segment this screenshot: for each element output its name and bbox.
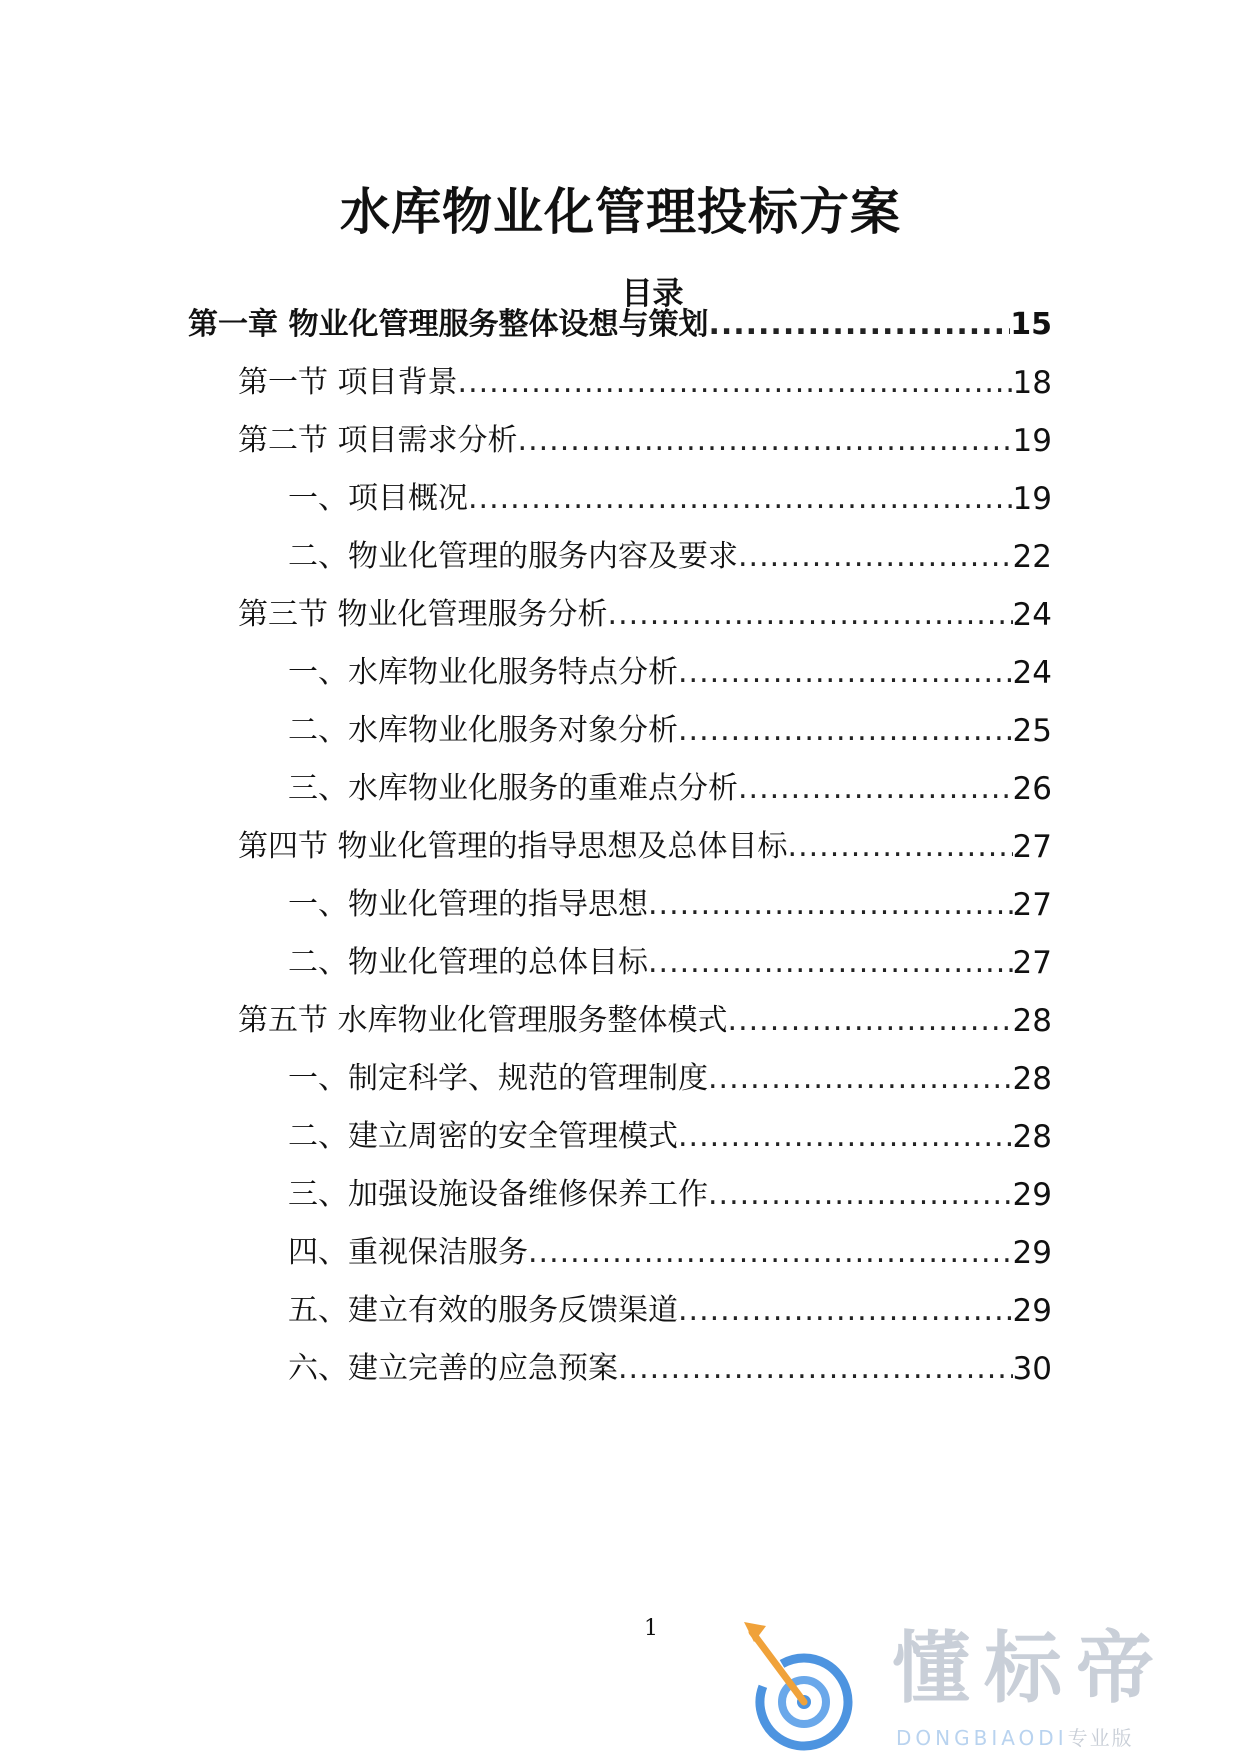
- toc-entry-page: 28: [1012, 1003, 1052, 1039]
- toc-dot-leader: [468, 479, 1013, 519]
- toc-entry-subsection[interactable]: [288, 759, 1052, 809]
- toc-entry-page: 29: [1012, 1177, 1052, 1213]
- toc-entry-page: 19: [1012, 423, 1052, 459]
- watermark-brand-text: 懂标帝: [892, 1624, 1169, 1714]
- toc-dot-leader: [648, 943, 1013, 983]
- page-number: 1: [644, 1616, 658, 1641]
- toc-dot-leader: [708, 1059, 1013, 1099]
- toc-entry-page: 28: [1012, 1061, 1052, 1097]
- toc-dot-leader: [618, 1349, 1013, 1389]
- toc-entry-label: 第二节 项目需求分析: [238, 423, 518, 458]
- toc-dot-leader: [678, 653, 1013, 693]
- toc-dot-leader: [708, 1175, 1013, 1215]
- toc-entry-page: 26: [1012, 771, 1052, 807]
- watermark-subtitle: [896, 1722, 1134, 1751]
- watermark-pinyin: DONGBIAODI: [896, 1726, 1068, 1750]
- toc-entry-section-4[interactable]: [238, 817, 1052, 867]
- toc-entry-section-1[interactable]: [238, 353, 1052, 403]
- toc-dot-leader: [608, 595, 1013, 635]
- toc-heading: 目录: [621, 276, 684, 312]
- toc-entry-label: 三、加强设施设备维修保养工作: [288, 1177, 708, 1212]
- toc-entry-subsection[interactable]: [288, 1049, 1052, 1099]
- toc-entry-page: 19: [1012, 481, 1052, 517]
- toc-entry-label: 六、建立完善的应急预案: [288, 1351, 618, 1386]
- toc-entry-subsection[interactable]: [288, 527, 1052, 577]
- toc-entry-page: 24: [1012, 597, 1052, 633]
- document-title: 水库物业化管理投标方案: [340, 183, 901, 241]
- toc-entry-subsection[interactable]: [288, 1223, 1052, 1273]
- toc-entry-page: 25: [1012, 713, 1052, 749]
- toc-dot-leader: [528, 1233, 1013, 1273]
- toc-entry-label: 四、重视保洁服务: [288, 1235, 528, 1270]
- toc-dot-leader: [738, 769, 1013, 809]
- toc-dot-leader: [738, 537, 1013, 577]
- toc-entry-subsection[interactable]: [288, 643, 1052, 693]
- toc-entry-subsection[interactable]: [288, 1339, 1052, 1389]
- toc-entry-page: 30: [1012, 1351, 1052, 1387]
- toc-dot-leader: [678, 1291, 1013, 1331]
- toc-entry-page: 28: [1012, 1119, 1052, 1155]
- toc-entry-page: 22: [1012, 539, 1052, 575]
- toc-dot-leader: [458, 363, 1013, 403]
- toc-entry-label: 一、制定科学、规范的管理制度: [288, 1061, 708, 1096]
- toc-entry-page: 29: [1012, 1235, 1052, 1271]
- toc-entry-label: 第五节 水库物业化管理服务整体模式: [238, 1003, 728, 1038]
- toc-entry-page: 24: [1012, 655, 1052, 691]
- toc-entry-subsection[interactable]: [288, 469, 1052, 519]
- toc-entry-label: 第一章 物业化管理服务整体设想与策划: [188, 307, 709, 342]
- toc-entry-section-5[interactable]: [238, 991, 1052, 1041]
- toc-entry-page: 27: [1012, 887, 1052, 923]
- toc-dot-leader: [518, 421, 1013, 461]
- toc-dot-leader: [708, 305, 1010, 345]
- toc-entry-label: 一、水库物业化服务特点分析: [288, 655, 678, 690]
- toc-dot-leader: [648, 885, 1013, 925]
- toc-entry-subsection[interactable]: [288, 1165, 1052, 1215]
- toc-entry-label: 第三节 物业化管理服务分析: [238, 597, 608, 632]
- toc-entry-label: 一、项目概况: [288, 481, 468, 516]
- watermark-edition: 专业版: [1067, 1726, 1134, 1750]
- toc-entry-label: 二、水库物业化服务对象分析: [288, 713, 678, 748]
- toc-entry-chapter-1[interactable]: [188, 295, 1052, 345]
- toc-dot-leader: [728, 1001, 1013, 1041]
- toc-entry-label: 第四节 物业化管理的指导思想及总体目标: [238, 829, 788, 864]
- toc-entry-label: 五、建立有效的服务反馈渠道: [288, 1293, 678, 1328]
- toc-entry-page: 29: [1012, 1293, 1052, 1329]
- toc-dot-leader: [788, 827, 1013, 867]
- toc-dot-leader: [678, 1117, 1013, 1157]
- target-logo-icon: [740, 1610, 880, 1754]
- toc-entry-subsection[interactable]: [288, 1107, 1052, 1157]
- toc-entry-section-3[interactable]: [238, 585, 1052, 635]
- toc-entry-subsection[interactable]: [288, 701, 1052, 751]
- toc-entry-page: 18: [1012, 365, 1052, 401]
- toc-entry-page: 15: [1010, 307, 1052, 342]
- toc-entry-section-2[interactable]: [238, 411, 1052, 461]
- toc-entry-label: 二、物业化管理的总体目标: [288, 945, 648, 980]
- toc-entry-page: 27: [1012, 829, 1052, 865]
- toc-entry-label: 二、建立周密的安全管理模式: [288, 1119, 678, 1154]
- toc-entry-page: 27: [1012, 945, 1052, 981]
- toc-entry-label: 一、物业化管理的指导思想: [288, 887, 648, 922]
- toc-entry-label: 第一节 项目背景: [238, 365, 458, 400]
- toc-entry-label: 三、水库物业化服务的重难点分析: [288, 771, 738, 806]
- toc-entry-subsection[interactable]: [288, 875, 1052, 925]
- toc-entry-subsection[interactable]: [288, 1281, 1052, 1331]
- toc-dot-leader: [678, 711, 1013, 751]
- watermark: [740, 1610, 1241, 1754]
- toc-entry-label: 二、物业化管理的服务内容及要求: [288, 539, 738, 574]
- toc-entry-subsection[interactable]: [288, 933, 1052, 983]
